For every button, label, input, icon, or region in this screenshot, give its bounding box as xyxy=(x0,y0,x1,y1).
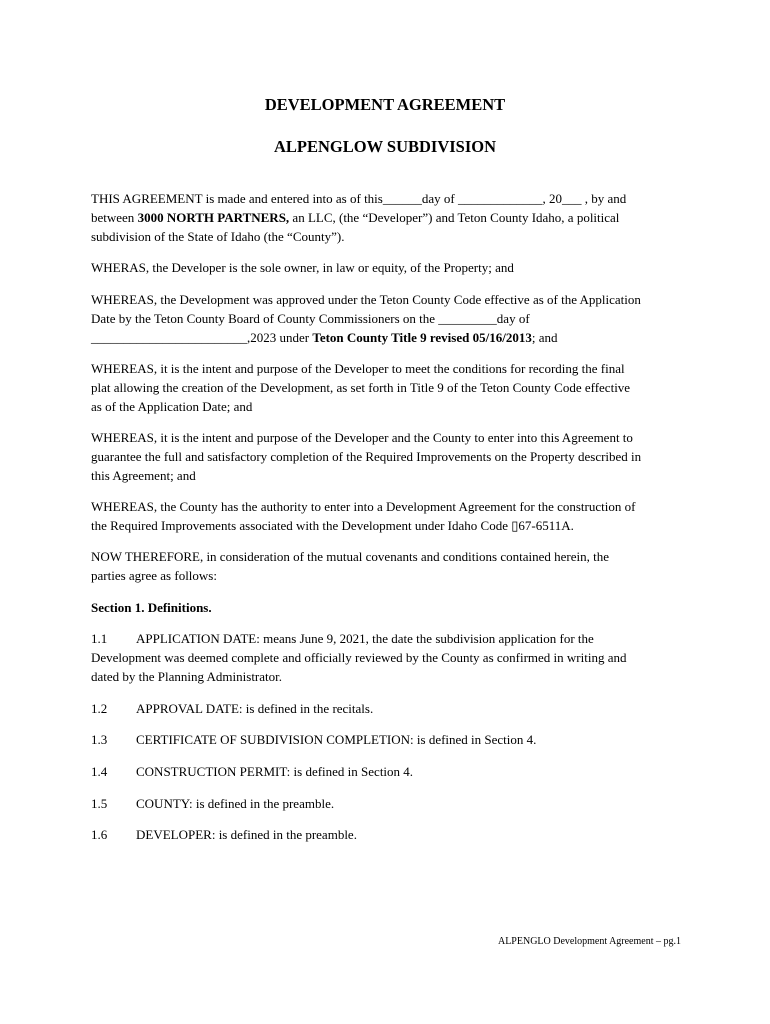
definition-1-2 xyxy=(91,699,691,718)
definition-number: 1.2 xyxy=(91,701,108,716)
whereas-authority-paragraph xyxy=(91,497,691,535)
definition-1-4 xyxy=(91,762,691,781)
whereas2-line-3a: ________________________,2023 under xyxy=(91,330,313,345)
definition-1-1-line-1: APPLICATION DATE: means June 9, 2021, the date the subdivision application for the xyxy=(136,631,594,646)
intro-paragraph xyxy=(91,189,691,246)
whereas-final-plat-paragraph xyxy=(91,359,691,416)
whereas3-line-2: plat allowing the creation of the Development, as set forth in Title 9 of the Teton County Code effective xyxy=(91,380,631,395)
intro-line-3: subdivision of the State of Idaho (the “County”). xyxy=(91,229,345,244)
definition-text: COUNTY: is defined in the preamble. xyxy=(136,796,335,811)
intro-line-1: THIS AGREEMENT is made and entered into as of this______day of _____________, 20___ , by and xyxy=(91,191,627,206)
definition-number: 1.3 xyxy=(91,732,108,747)
definition-text: DEVELOPER: is defined in the preamble. xyxy=(136,827,357,842)
whereas5-line-2: the Required Improvements associated with the Development under Idaho Code ▯67-6511A. xyxy=(91,518,574,533)
whereas-owner-paragraph: WHERAS, the Developer is the sole owner, in law or equity, of the Property; and xyxy=(91,260,514,275)
definition-1-6 xyxy=(91,825,691,844)
developer-name: 3000 NORTH PARTNERS, xyxy=(137,210,290,225)
whereas3-line-3: as of the Application Date; and xyxy=(91,399,253,414)
definition-number: 1.6 xyxy=(91,827,108,842)
definition-number: 1.5 xyxy=(91,796,108,811)
now-therefore-line-1: NOW THEREFORE, in consideration of the mutual covenants and conditions contained herein, the xyxy=(91,549,609,564)
whereas4-line-2: guarantee the full and satisfactory completion of the Required Improvements on the Property described in xyxy=(91,449,642,464)
whereas3-line-1: WHEREAS, it is the intent and purpose of the Developer to meet the conditions for recording the final xyxy=(91,361,625,376)
whereas-approval-paragraph xyxy=(91,290,691,347)
document-title: DEVELOPMENT AGREEMENT xyxy=(264,95,506,114)
definition-1-1 xyxy=(91,629,691,686)
definition-text: CONSTRUCTION PERMIT: is defined in Section 4. xyxy=(136,764,414,779)
definition-text: APPROVAL DATE: is defined in the recitals. xyxy=(136,701,374,716)
document-subtitle: ALPENGLOW SUBDIVISION xyxy=(273,137,497,156)
teton-county-title-9: Teton County Title 9 revised 05/16/2013 xyxy=(312,330,532,345)
page-footer: ALPENGLO Development Agreement – pg.1 xyxy=(497,936,681,947)
now-therefore-paragraph xyxy=(91,547,691,585)
definition-number: 1.1 xyxy=(91,631,108,646)
section-1-heading: Section 1. Definitions. xyxy=(91,600,212,615)
definition-text: CERTIFICATE OF SUBDIVISION COMPLETION: is defined in Section 4. xyxy=(136,732,537,747)
whereas5-line-1: WHEREAS, the County has the authority to enter into a Development Agreement for the construction of xyxy=(91,499,636,514)
now-therefore-line-2: parties agree as follows: xyxy=(91,568,217,583)
definition-1-1-line-2: Development was deemed complete and officially reviewed by the County as confirmed in writing and xyxy=(91,650,627,665)
whereas2-line-2: Date by the Teton County Board of County Commissioners on the _________day of xyxy=(91,311,530,326)
definition-1-3 xyxy=(91,730,691,749)
intro-line-2c: an LLC, (the “Developer”) and Teton County Idaho, a political xyxy=(289,210,620,225)
intro-line-2a: between xyxy=(91,210,138,225)
definition-1-1-line-3: dated by the Planning Administrator. xyxy=(91,669,283,684)
definition-1-5 xyxy=(91,794,691,813)
whereas4-line-1: WHEREAS, it is the intent and purpose of the Developer and the County to enter into this Agreement to xyxy=(91,430,633,445)
whereas4-line-3: this Agreement; and xyxy=(91,468,196,483)
whereas2-line-3c: ; and xyxy=(531,330,558,345)
whereas-improvements-paragraph xyxy=(91,428,691,485)
definition-number: 1.4 xyxy=(91,764,108,779)
whereas2-line-1: WHEREAS, the Development was approved under the Teton County Code effective as of the Application xyxy=(91,292,641,307)
